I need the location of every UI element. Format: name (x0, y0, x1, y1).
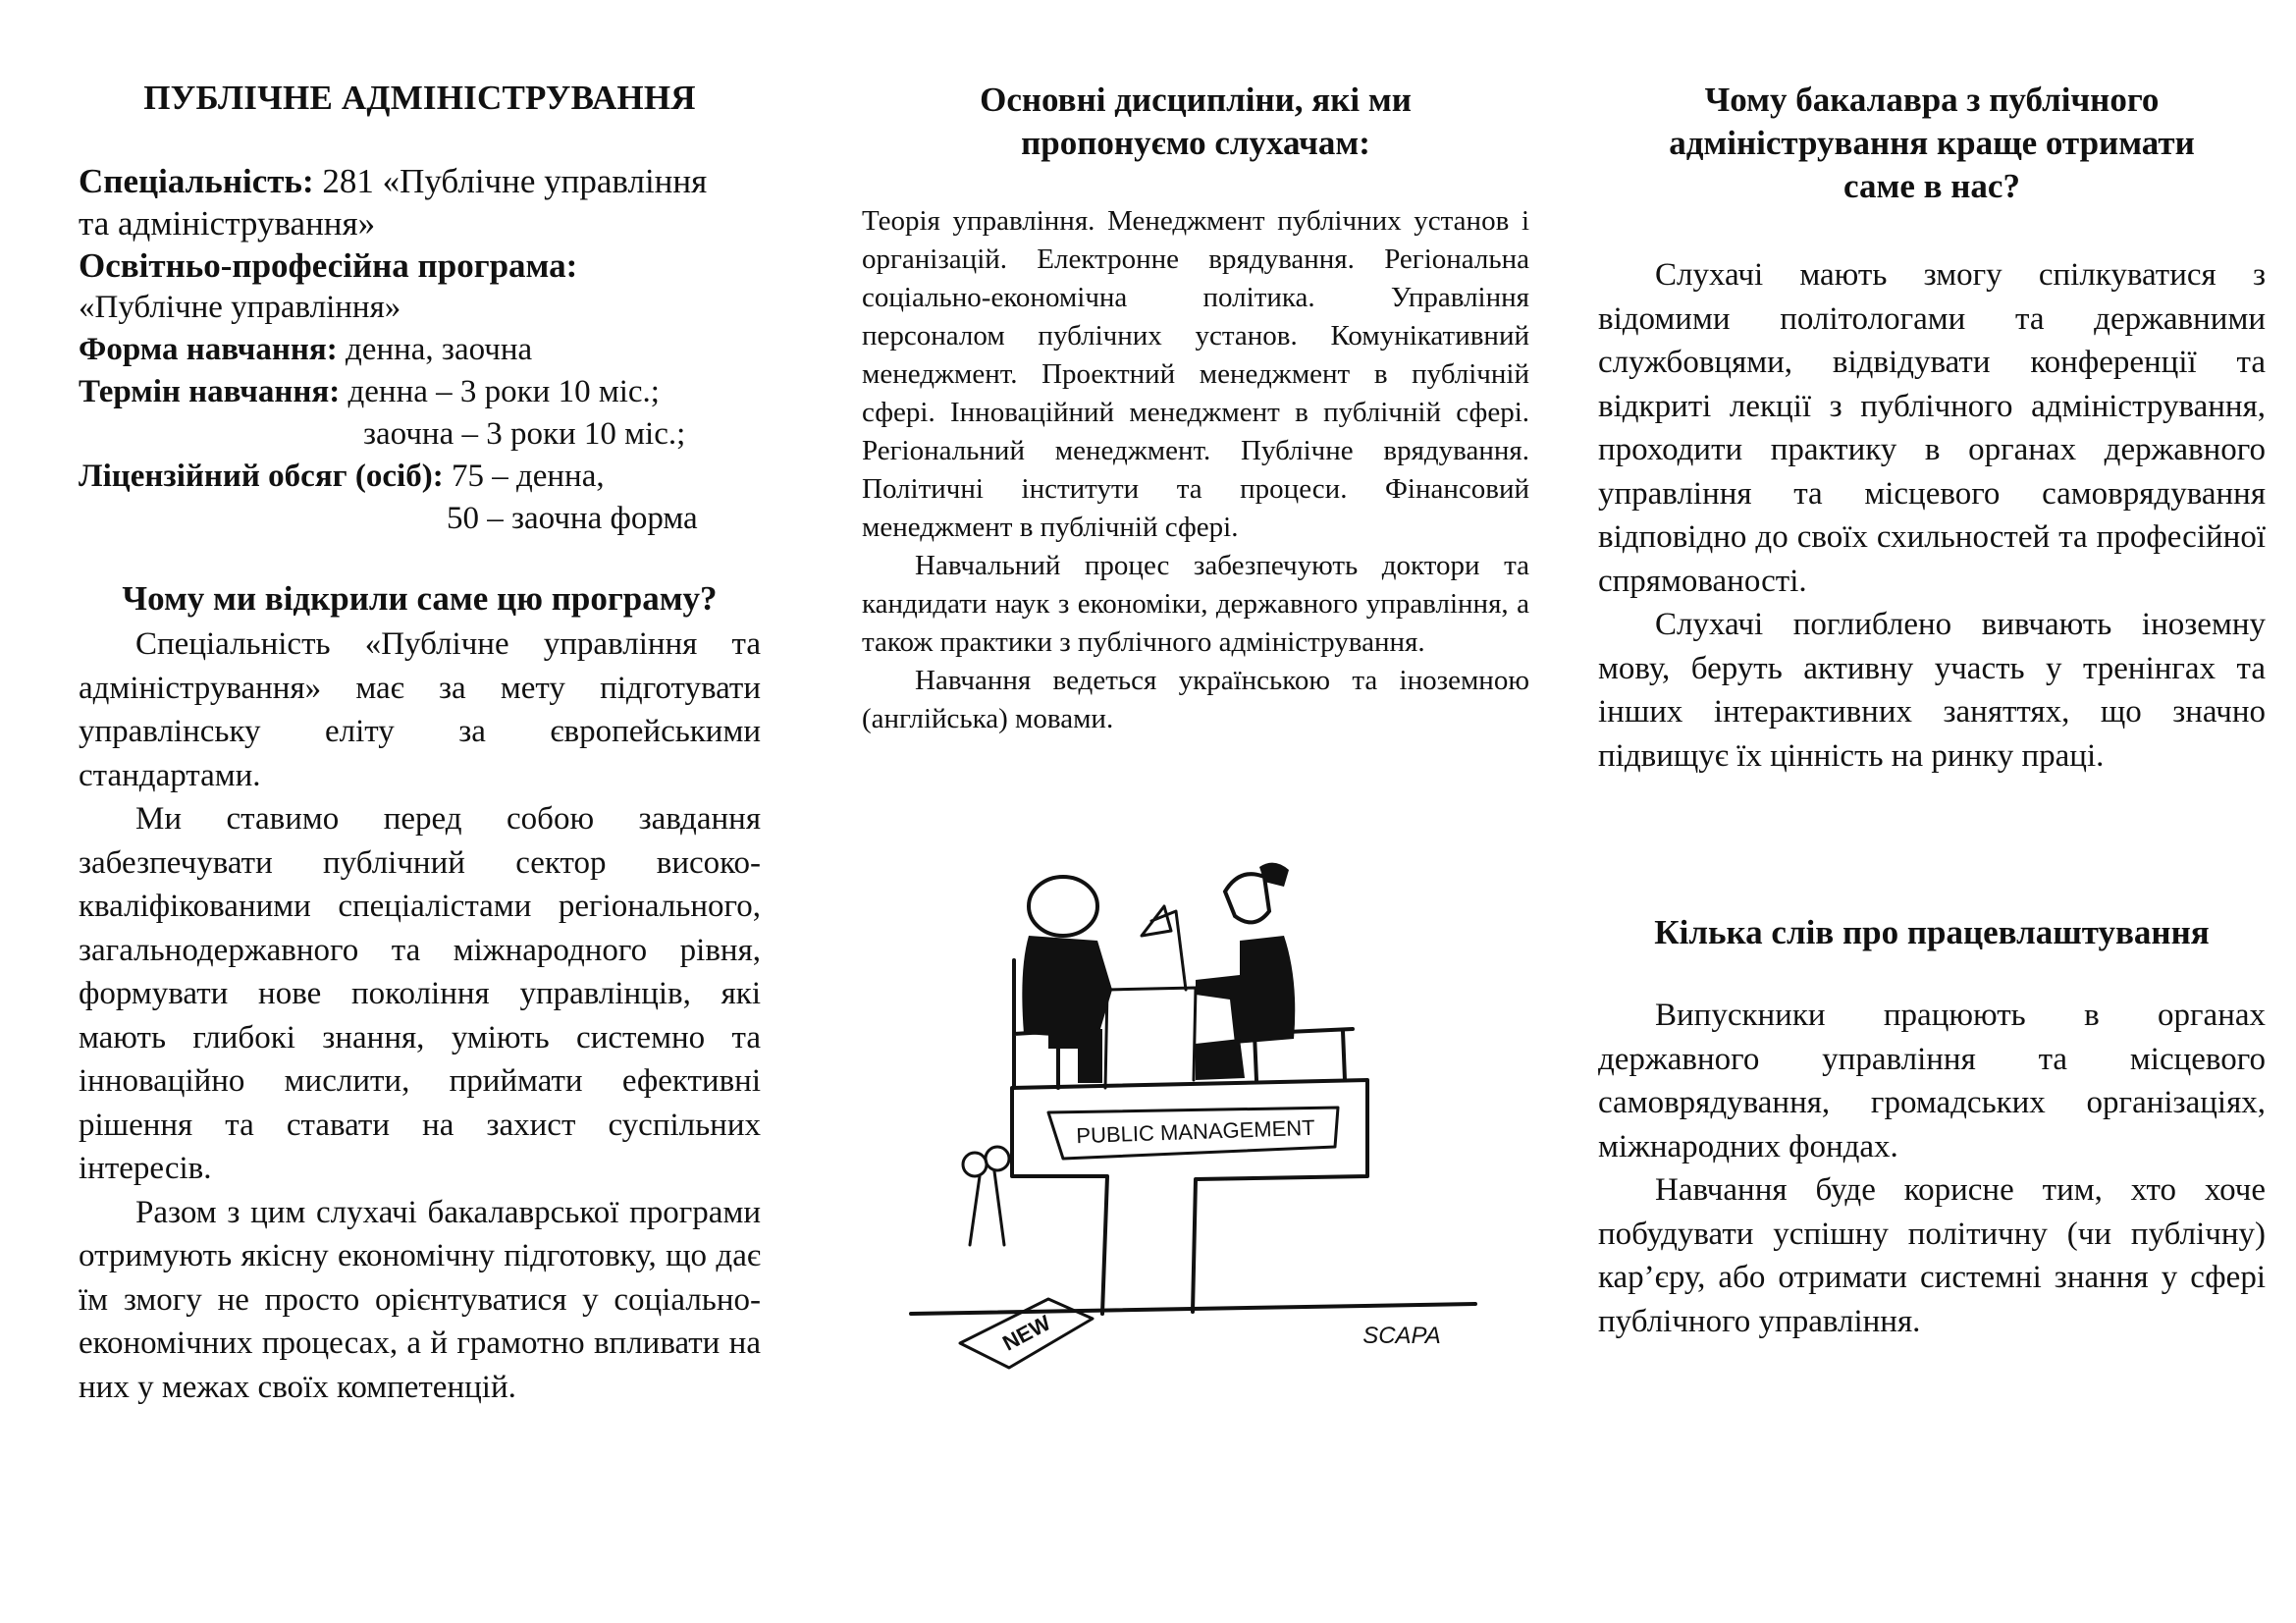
study-term-value-cont: заочна – 3 роки 10 міс.; (363, 416, 686, 452)
why-us-body (1598, 253, 2266, 778)
employment-heading: Кілька слів про працевлаштування (1654, 913, 2210, 951)
paragraph: Випускники працюють в органах державного управління та місцевого самоврядування, громадських організаціях, міжнародних фондах. (1598, 998, 2266, 1164)
page-title: ПУБЛІЧНЕ АДМІНІСТРУВАННЯ (143, 79, 696, 117)
public-management-cartoon (901, 852, 1490, 1392)
heading-line: Основні дисципліни, які ми (980, 81, 1412, 119)
study-term-value: денна – 3 роки 10 міс.; (340, 374, 660, 409)
study-term-label: Термін навчання: (79, 374, 341, 409)
paragraph: Слухачі мають змогу спілкуватися з відомими політологами та державними службовцями, відвідувати конференції та відкриті лекції з публічного адміністрування, проходити практику в органах державного управління та місцевого самоврядування відповідно до своїх схильностей та професійної спрямованості. (1598, 257, 2266, 599)
why-open-body (79, 622, 761, 1409)
heading-line: пропонуємо слухачам: (1021, 124, 1370, 162)
program-value-row (79, 287, 761, 329)
license-value-cont: 50 – заочна форма (447, 501, 698, 536)
program-label: Освітньо-професійна програма: (79, 246, 578, 285)
lamp (1142, 906, 1186, 990)
paragraph: Ми ставимо перед собою завдання забезпечувати публічний сектор високо-кваліфікованими спеціалістами регіонального, загальнодержавного та міжнародного рівня, формувати нове покоління управлінців, які мають глибокі знання, уміють системно та інноваційно мислити, приймати ефективні рішення та ставати на захист суспільних інтересів. (79, 801, 761, 1186)
program-details (79, 160, 761, 540)
why-open-heading: Чому ми відкрили саме цю програму? (122, 579, 718, 618)
program-value: «Публічне управління» (79, 290, 401, 325)
heading-line: адміністрування краще отримати (1669, 124, 2195, 162)
heading-line: Чому бакалавра з публічного (1704, 81, 2160, 119)
specialty-row-cont (79, 202, 761, 244)
disciplines-body (862, 202, 1529, 738)
study-term-row-cont (79, 413, 761, 456)
specialty-value-cont: та адміністрування» (79, 204, 376, 243)
paragraph: Навчальний процес забезпечують доктори та кандидати наук з економіки, державного управління, а також практики з публічного адміністрування. (862, 550, 1529, 658)
specialty-value: 281 «Публічне управління (313, 162, 708, 200)
study-form-value: денна, заочна (337, 332, 533, 367)
study-form-row (79, 329, 761, 371)
scissors-icon (963, 1147, 1009, 1245)
license-row (79, 456, 761, 498)
license-label: Ліцензійний обсяг (осіб): (79, 459, 444, 494)
paragraph: Спеціальність «Публічне управління та адміністрування» має за мету підготувати управлінську еліту за європейськими стандартами. (79, 626, 761, 793)
license-value: 75 – денна, (443, 459, 605, 494)
heading-line: саме в нас? (1843, 167, 2020, 205)
figure-right (1196, 863, 1295, 1080)
paragraph: Разом з цим слухачі бакалаврської програми отримують якісну економічну підготовку, що дає їм змогу не просто орієнтуватися у соціально-економічних процесах, а й грамотно впливати на них у межах своїх компетенцій. (79, 1194, 761, 1405)
sign-text: PUBLIC MANAGEMENT (1075, 1114, 1315, 1149)
figure-left (1022, 877, 1112, 1083)
study-form-label: Форма навчання: (79, 332, 338, 367)
specialty-row (79, 160, 761, 202)
study-term-row (79, 371, 761, 413)
license-row-cont (79, 498, 761, 540)
employment-body (1598, 994, 2266, 1343)
paragraph: Навчання ведеться українською та іноземною (англійська) мовами. (862, 665, 1529, 734)
desk (1105, 988, 1196, 1088)
new-label-text: NEW (998, 1310, 1055, 1356)
program-row (79, 244, 761, 287)
paragraph: Навчання буде корисне тим, хто хоче побудувати успішну політичну (чи публічну) кар’єру, або отримати системні знання у сфері публічного управління. (1598, 1172, 2266, 1339)
disciplines-heading (862, 79, 1529, 165)
artist-signature: SCAPA (1362, 1323, 1441, 1349)
disciplines-list: Теорія управління. Менеджмент публічних установ і організацій. Електронне врядування. Регіональна соціально-економічна політика. Управління персоналом публічних установ. Комунікативний менеджмент. Проектний менеджмент в публічній сфері. Інноваційний менеджмент в публічній сфері. Регіональний менеджмент. Публічне врядування. Політичні інститути та процеси. Фінансовий менеджмент в публічній сфері. (862, 205, 1529, 543)
specialty-label: Спеціальність: (79, 162, 314, 200)
why-us-heading (1598, 79, 2266, 208)
paragraph: Слухачі поглиблено вивчають іноземну мову, беруть активну участь у тренінгах та інших інтерактивних заняттях, що значно підвищує їх цінність на ринку праці. (1598, 607, 2266, 774)
